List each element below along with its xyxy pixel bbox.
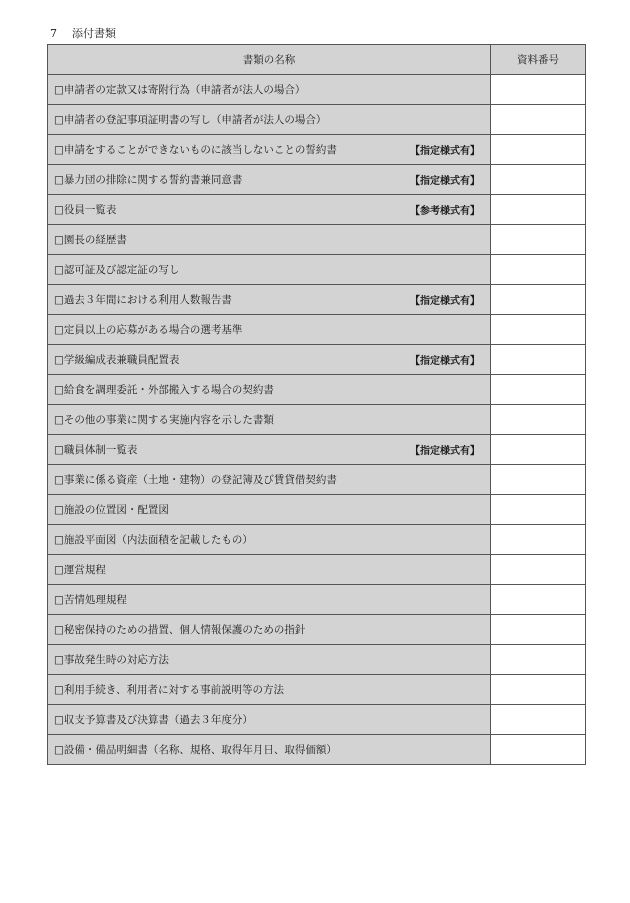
document-name-cell	[48, 285, 491, 315]
table-row	[48, 435, 586, 465]
document-name-cell	[48, 165, 491, 195]
document-number-cell[interactable]	[491, 585, 586, 615]
table-row	[48, 465, 586, 495]
document-name: □申請者の定款又は寄附行為（申請者が法人の場合）	[54, 84, 306, 96]
document-name-cell	[48, 315, 491, 345]
document-name: □施設平面図（内法面積を記載したもの）	[54, 534, 253, 546]
document-number-cell[interactable]	[491, 645, 586, 675]
document-name-cell	[48, 465, 491, 495]
document-name-content	[54, 712, 480, 727]
document-name-content	[54, 202, 480, 217]
document-name-cell	[48, 525, 491, 555]
table-row	[48, 495, 586, 525]
document-name: □申請をすることができないものに該当しないことの誓約書	[54, 144, 337, 156]
form-template-tag: 【指定様式有】	[410, 356, 480, 367]
table-row	[48, 255, 586, 285]
document-name-cell	[48, 435, 491, 465]
document-number-cell[interactable]	[491, 195, 586, 225]
form-template-tag: 【指定様式有】	[410, 176, 480, 187]
table-row	[48, 525, 586, 555]
document-name-cell	[48, 705, 491, 735]
document-number-cell[interactable]	[491, 465, 586, 495]
document-name: □給食を調理委託・外部搬入する場合の契約書	[54, 384, 274, 396]
document-name: □秘密保持のための措置、個人情報保護のための指針	[54, 624, 306, 636]
header-document-name: 書類の名称	[48, 45, 491, 75]
document-name-content	[54, 682, 480, 697]
header-document-number: 資料番号	[491, 45, 586, 75]
document-name: □事業に係る資産（土地・建物）の登記簿及び賃貸借契約書	[54, 474, 337, 486]
document-name-cell	[48, 345, 491, 375]
document-name-content	[54, 502, 480, 517]
document-number-cell[interactable]	[491, 675, 586, 705]
document-name-cell	[48, 135, 491, 165]
document-name-cell	[48, 75, 491, 105]
table-row	[48, 135, 586, 165]
table-row	[48, 705, 586, 735]
table-row	[48, 195, 586, 225]
document-name-content	[54, 592, 480, 607]
document-number-cell[interactable]	[491, 705, 586, 735]
document-number-cell[interactable]	[491, 135, 586, 165]
document-name-cell	[48, 375, 491, 405]
table-row	[48, 165, 586, 195]
document-number-cell[interactable]	[491, 615, 586, 645]
document-name-content	[54, 292, 480, 307]
document-number-cell[interactable]	[491, 105, 586, 135]
document-number-cell[interactable]	[491, 255, 586, 285]
form-template-tag: 【参考様式有】	[410, 206, 480, 217]
section-title: 添付書類	[72, 27, 116, 40]
section-heading	[50, 27, 116, 41]
table-row	[48, 285, 586, 315]
document-name-content	[54, 742, 480, 757]
document-name-content	[54, 622, 480, 637]
document-name: □収支予算書及び決算書（過去３年度分）	[54, 714, 253, 726]
document-name-content	[54, 322, 480, 337]
document-name-content	[54, 442, 480, 457]
document-number-cell[interactable]	[491, 435, 586, 465]
document-number-cell[interactable]	[491, 405, 586, 435]
document-name-cell	[48, 645, 491, 675]
document-name-cell	[48, 255, 491, 285]
table-row	[48, 585, 586, 615]
document-number-cell[interactable]	[491, 345, 586, 375]
document-name-content	[54, 472, 480, 487]
document-number-cell[interactable]	[491, 375, 586, 405]
document-name: □施設の位置図・配置図	[54, 504, 169, 516]
document-name: □運営規程	[54, 564, 106, 576]
document-name-content	[54, 532, 480, 547]
table-row	[48, 315, 586, 345]
document-name: □園長の経歴書	[54, 234, 127, 246]
document-name-content	[54, 82, 480, 97]
document-name: □その他の事業に関する実施内容を示した書類	[54, 414, 274, 426]
table-row	[48, 345, 586, 375]
document-number-cell[interactable]	[491, 285, 586, 315]
document-name: □暴力団の排除に関する誓約書兼同意書	[54, 174, 243, 186]
document-name-content	[54, 142, 480, 157]
document-number-cell[interactable]	[491, 525, 586, 555]
document-name: □過去３年間における利用人数報告書	[54, 294, 232, 306]
document-name-cell	[48, 195, 491, 225]
table-row	[48, 555, 586, 585]
table-row	[48, 405, 586, 435]
document-name-cell	[48, 585, 491, 615]
table-row	[48, 735, 586, 765]
document-name: □設備・備品明細書（名称、規格、取得年月日、取得価額）	[54, 744, 337, 756]
document-name-content	[54, 112, 480, 127]
document-name-cell	[48, 675, 491, 705]
form-template-tag: 【指定様式有】	[410, 446, 480, 457]
table-row	[48, 375, 586, 405]
section-number: 7	[50, 27, 57, 40]
document-name-content	[54, 562, 480, 577]
document-name: □利用手続き、利用者に対する事前説明等の方法	[54, 684, 284, 696]
document-name-content	[54, 382, 480, 397]
table-row	[48, 225, 586, 255]
table-row	[48, 75, 586, 105]
table-row	[48, 675, 586, 705]
table-row	[48, 615, 586, 645]
table-row	[48, 105, 586, 135]
document-number-cell[interactable]	[491, 225, 586, 255]
document-name-cell	[48, 105, 491, 135]
table-row	[48, 645, 586, 675]
document-number-cell[interactable]	[491, 495, 586, 525]
document-name: □学級編成表兼職員配置表	[54, 354, 180, 366]
document-name: □事故発生時の対応方法	[54, 654, 169, 666]
document-number-cell[interactable]	[491, 315, 586, 345]
form-template-tag: 【指定様式有】	[410, 146, 480, 157]
document-name: □苦情処理規程	[54, 594, 127, 606]
document-number-cell[interactable]	[491, 165, 586, 195]
document-number-cell[interactable]	[491, 555, 586, 585]
document-name-content	[54, 652, 480, 667]
document-name-cell	[48, 225, 491, 255]
document-name: □職員体制一覧表	[54, 444, 138, 456]
table-header-row	[48, 45, 586, 75]
document-name: □申請者の登記事項証明書の写し（申請者が法人の場合）	[54, 114, 327, 126]
document-name-cell	[48, 495, 491, 525]
document-name: □役員一覧表	[54, 204, 117, 216]
document-number-cell[interactable]	[491, 735, 586, 765]
document-name-content	[54, 172, 480, 187]
document-number-cell[interactable]	[491, 75, 586, 105]
document-name: □定員以上の応募がある場合の選考基準	[54, 324, 243, 336]
document-name-content	[54, 352, 480, 367]
document-name: □認可証及び認定証の写し	[54, 264, 180, 276]
document-name-cell	[48, 405, 491, 435]
attached-documents-table	[47, 44, 586, 765]
form-template-tag: 【指定様式有】	[410, 296, 480, 307]
document-name-cell	[48, 615, 491, 645]
document-name-content	[54, 412, 480, 427]
document-name-cell	[48, 555, 491, 585]
document-name-content	[54, 232, 480, 247]
document-name-cell	[48, 735, 491, 765]
table-body	[48, 75, 586, 765]
document-name-content	[54, 262, 480, 277]
